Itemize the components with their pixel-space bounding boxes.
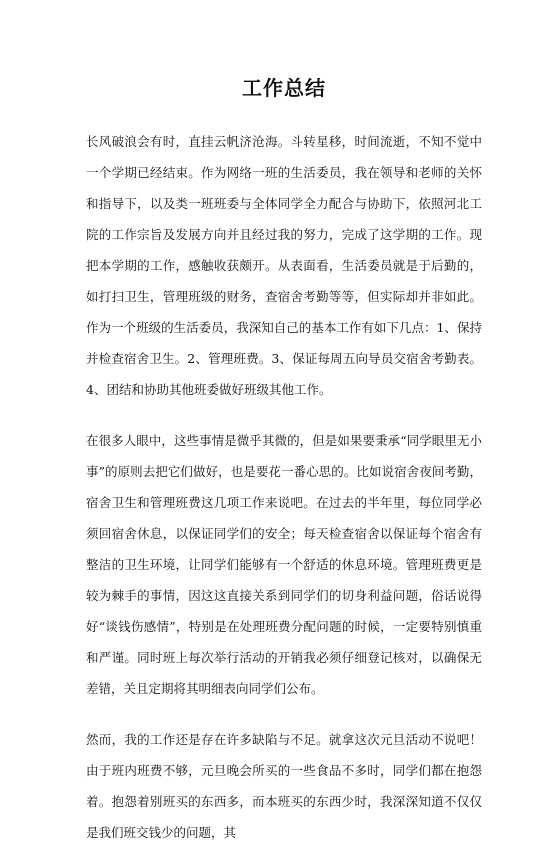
paragraph-1: 长风破浪会有时，直挂云帆济沧海。斗转星移，时间流逝，不知不觉中一个学期已经结束。作为网络一班的生活委员，我在领导和老师的关怀和指导下，以及类一班班委与全体同学全力配合与协助下，依照河北工院的工作宗旨及发展方向并且经过我的努力，完成了这学期的工作。现把本学期的工作，感触收获颇开。从表面看，生活委员就是于后勤的，如打扫卫生，管理班级的财务，查宿舍考勤等等，但实际却并非如此。作为一个班级的生活委员，我深知自己的基本工作有如下几点：1、保持并检查宿舍卫生。2、管理班费。3、保证每周五向导员交宿舍考勤表。4、团结和协助其他班委做好班级其他工作。 <box>86 134 482 397</box>
paragraph-2: 在很多人眼中，这些事情是微乎其微的，但是如果要秉承“同学眼里无小事”的原则去把它们做好，也是要花一番心思的。比如说宿舍夜间考勤，宿舍卫生和管理班费这几项工作来说吧。在过去的半年里，每位同学必须回宿舍休息，以保证同学们的安全；每天检查宿舍以保证每个宿舍有整洁的卫生环境，让同学们能够有一个舒适的休息环境。管理班费更是较为棘手的事情，因这这直接关系到同学们的切身利益问题，俗话说得好“谈钱伤感情”，特别是在处理班费分配问题的时候，一定要特别慎重和严谨。同时班上每次举行活动的开销我必须仔细登记核对，以确保无差错，关且定期将其明细表向同学们公布。 <box>86 433 482 696</box>
paragraph-3: 然而，我的工作还是存在许多缺陷与不足。就拿这次元旦活动不说吧！由于班内班费不够，元旦晚会所买的一些食品不多时，同学们都在抱怨着。抱怨着别班买的东西多，而本班买的东西少时，我深深知道不仅仅是我们班交钱少的问题，其 <box>86 732 482 840</box>
document-title: 工作总结 <box>242 76 326 100</box>
